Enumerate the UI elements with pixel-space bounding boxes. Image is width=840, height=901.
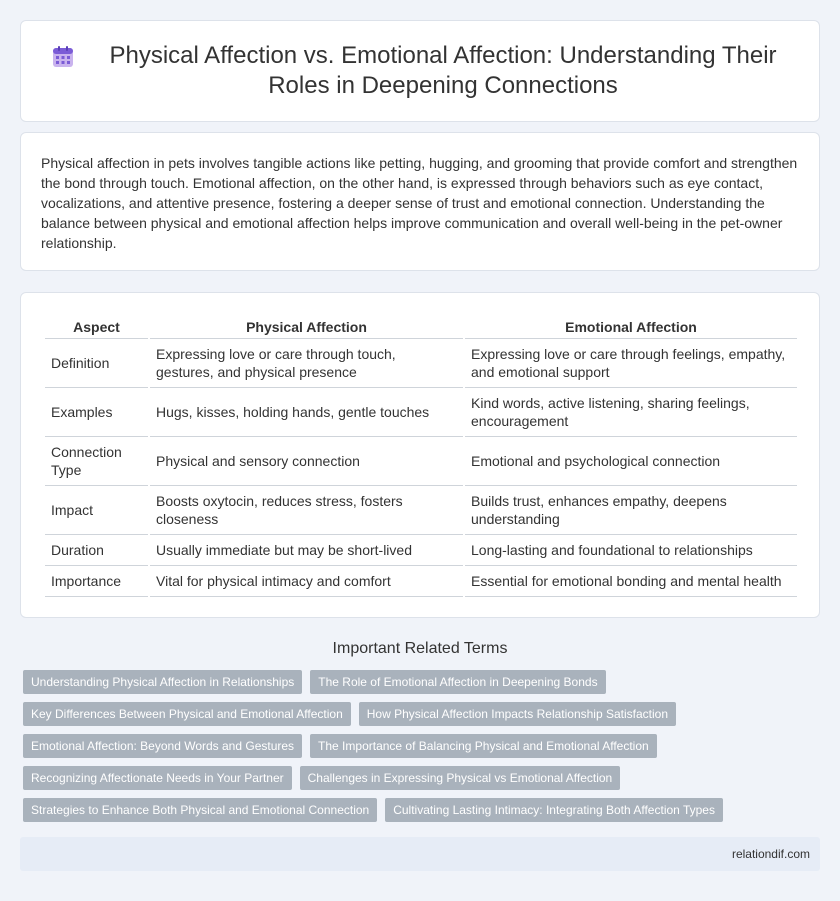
related-term-tag[interactable]: The Importance of Balancing Physical and Emotional Affection [310, 734, 657, 758]
table-row [45, 566, 797, 597]
cell-physical: Usually immediate but may be short-lived [150, 535, 463, 566]
tag-row [23, 670, 823, 694]
cell-emotional: Expressing love or care through feelings, empathy, and emotional support [465, 339, 797, 388]
cell-physical: Boosts oxytocin, reduces stress, fosters closeness [150, 486, 463, 535]
footer-site-link[interactable]: relationdif.com [731, 847, 810, 861]
cell-emotional: Kind words, active listening, sharing feelings, encouragement [465, 388, 797, 437]
cell-aspect: Importance [45, 566, 148, 597]
related-term-tag[interactable]: Recognizing Affectionate Needs in Your Partner [23, 766, 292, 790]
table-row [45, 535, 797, 566]
title-card [20, 20, 820, 122]
table-row [45, 437, 797, 486]
tag-row [23, 766, 823, 790]
related-term-tag[interactable]: Emotional Affection: Beyond Words and Gestures [23, 734, 302, 758]
page-title: Physical Affection vs. Emotional Affection: Understanding Their Roles in Deepening Connections [109, 42, 777, 99]
related-term-tag[interactable]: Strategies to Enhance Both Physical and Emotional Connection [23, 798, 377, 822]
cell-emotional: Emotional and psychological connection [465, 437, 797, 486]
table-header-row [45, 313, 797, 339]
table-row [45, 486, 797, 535]
related-term-tag[interactable]: How Physical Affection Impacts Relationship Satisfaction [359, 702, 676, 726]
related-term-tag[interactable]: The Role of Emotional Affection in Deepening Bonds [310, 670, 605, 694]
cell-aspect: Definition [45, 339, 148, 388]
related-term-tag[interactable]: Key Differences Between Physical and Emotional Affection [23, 702, 351, 726]
cell-aspect: Examples [45, 388, 148, 437]
cell-aspect: Connection Type [45, 437, 148, 486]
intro-card [20, 132, 820, 271]
header-physical: Physical Affection [150, 313, 463, 339]
comparison-table-card [20, 292, 820, 618]
cell-aspect: Duration [45, 535, 148, 566]
cell-physical: Expressing love or care through touch, gestures, and physical presence [150, 339, 463, 388]
cell-emotional: Essential for emotional bonding and mental health [465, 566, 797, 597]
cell-physical: Vital for physical intimacy and comfort [150, 566, 463, 597]
cell-physical: Physical and sensory connection [150, 437, 463, 486]
related-term-tag[interactable]: Understanding Physical Affection in Relationships [23, 670, 302, 694]
tag-row [23, 798, 823, 822]
tag-row [23, 702, 823, 726]
cell-aspect: Impact [45, 486, 148, 535]
tag-row [23, 734, 823, 758]
intro-paragraph: Physical affection in pets involves tangible actions like petting, hugging, and grooming that provide comfort and strengthen the bond through touch. Emotional affection, on the other hand, is expressed through behaviors such as eye contact, vocalizations, and attentive presence, fostering a deeper sense of trust and emotional connection. Understanding the balance between physical and emotional affection helps improve communication and overall well-being in the pet-owner relationship. [41, 155, 798, 251]
cell-emotional: Long-lasting and foundational to relationships [465, 535, 797, 566]
related-terms-title: Important Related Terms [332, 640, 508, 657]
related-term-tag[interactable]: Cultivating Lasting Intimacy: Integrating Both Affection Types [385, 798, 723, 822]
table-row [45, 339, 797, 388]
related-term-tag[interactable]: Challenges in Expressing Physical vs Emotional Affection [300, 766, 621, 790]
cell-physical: Hugs, kisses, holding hands, gentle touches [150, 388, 463, 437]
header-emotional: Emotional Affection [465, 313, 797, 339]
table-row [45, 388, 797, 437]
header-aspect: Aspect [45, 313, 148, 339]
footer [20, 837, 820, 871]
calendar-icon [51, 45, 75, 69]
related-terms-list [23, 670, 823, 830]
comparison-table [43, 313, 799, 597]
cell-emotional: Builds trust, enhances empathy, deepens understanding [465, 486, 797, 535]
